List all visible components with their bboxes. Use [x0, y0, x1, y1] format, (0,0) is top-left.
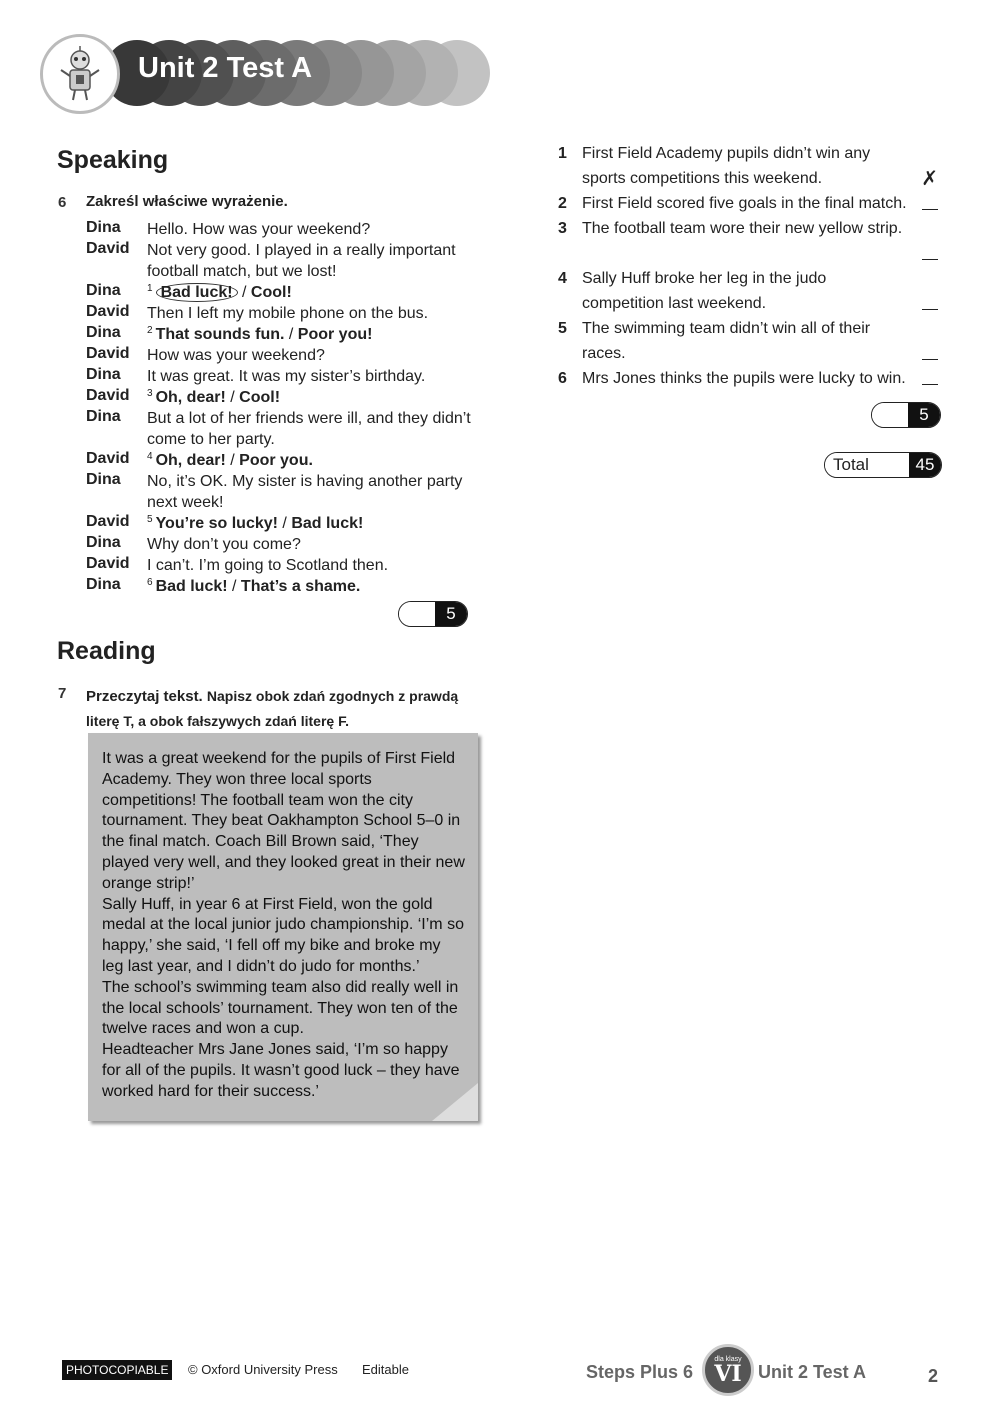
statement-text: The swimming team didn’t win all of their races. [582, 320, 871, 362]
dialogue-text: It was great. It was my sister’s birthday. [147, 368, 426, 385]
statement-number: 4 [558, 270, 567, 287]
question-number: 6 [58, 194, 67, 211]
footer-unit: Unit 2 Test A [758, 1362, 867, 1382]
option-b[interactable]: That’s a shame. [240, 578, 361, 595]
robot-logo-icon [40, 34, 120, 114]
option-b[interactable]: Poor you! [297, 326, 373, 343]
dialogue-text: Then I left my mobile phone on the bus. [147, 305, 429, 322]
speaker: David [86, 387, 130, 404]
reading-score-box[interactable] [871, 402, 941, 428]
speaker: David [86, 303, 130, 320]
dialogue-text: I can’t. I’m going to Scotland then. [147, 557, 389, 574]
dialogue-text: Why don’t you come? [147, 536, 301, 553]
page-number: 2 [928, 1366, 939, 1386]
speaker: Dina [86, 471, 121, 488]
score-input[interactable] [399, 602, 435, 626]
series-name: Steps Plus 6 [586, 1362, 694, 1382]
statement-number: 3 [558, 220, 567, 237]
speaker: David [86, 240, 130, 257]
score-max: 5 [908, 403, 940, 427]
statement-row [558, 366, 942, 391]
speaking-instruction: Zakreśl właściwe wyrażenie. [86, 193, 288, 210]
instruction-line-1: Napisz obok zdań zgodnych z prawdą [206, 688, 459, 704]
speaker: Dina [86, 219, 121, 236]
statement-row [558, 141, 942, 191]
dialogue-text: Not very good. I played in a really important football match, but we lost! [147, 242, 456, 280]
speaking-heading: Speaking [57, 146, 169, 174]
editable-label: Editable [362, 1362, 409, 1377]
speaker: Dina [86, 576, 121, 593]
statement-text: First Field Academy pupils didn’t win any sports competitions this weekend. [582, 145, 871, 187]
option-b[interactable]: Poor you. [239, 452, 313, 469]
speaker: David [86, 513, 130, 530]
answer-blank[interactable] [922, 359, 938, 360]
reading-instruction [86, 684, 496, 734]
speaker: David [86, 450, 130, 467]
statement-row [558, 316, 942, 366]
page-fold-icon [432, 1083, 478, 1121]
speaker: Dina [86, 408, 121, 425]
gap-number: 2 [147, 324, 153, 336]
statement-number: 1 [558, 145, 567, 162]
speaker: Dina [86, 366, 121, 383]
statement-text: Mrs Jones thinks the pupils were lucky to win. [582, 370, 906, 387]
total-score-box[interactable] [824, 452, 942, 478]
option-b[interactable]: Cool! [239, 389, 281, 406]
instruction-line-2: literę T, a obok fałszywych zdań literę F. [86, 713, 349, 729]
dialogue-text: But a lot of her friends were ill, and they didn’t come to her party. [147, 410, 471, 448]
speaking-score-box[interactable] [398, 601, 468, 627]
statement-text: First Field scored five goals in the final match. [582, 195, 907, 212]
gap-number: 5 [147, 513, 153, 525]
option-a[interactable]: You’re so lucky! [155, 515, 278, 532]
badge-small-text: dla klasy [714, 1355, 742, 1363]
header-band [40, 34, 520, 114]
reading-paragraph: The school’s swimming team also did really well in the local schools’ tournament. They won ten of the twelve races and won a cup. [102, 978, 459, 1038]
reading-paragraph: Sally Huff, in year 6 at First Field, won the gold medal at the local junior judo championship. ‘I’m so happy,’ she said, ‘I fell off my bike and broke my leg last year, and I didn’t do judo for months.’ [102, 895, 464, 975]
statement-number: 5 [558, 320, 567, 337]
option-b[interactable]: Bad luck! [291, 515, 364, 532]
dialogue-text: No, it’s OK. My sister is having another party next week! [147, 473, 463, 511]
answer-blank[interactable] [922, 309, 938, 310]
answer-blank[interactable] [922, 259, 938, 260]
total-label: Total [825, 453, 909, 477]
option-separator: / [225, 389, 240, 406]
statement-row [558, 216, 942, 266]
speaker: Dina [86, 324, 121, 341]
page-title: Unit 2 Test A [138, 52, 313, 84]
option-separator: / [225, 452, 240, 469]
total-max: 45 [909, 453, 941, 477]
statement-row [558, 191, 942, 216]
reading-paragraph: Headteacher Mrs Jane Jones said, ‘I’m so happy for all of the pupils. It wasn’t good luck – they have worked hard for their success.’ [102, 1041, 460, 1100]
answer-blank[interactable] [922, 384, 938, 385]
option-a[interactable]: Bad luck! [155, 578, 228, 595]
statement-text: The football team wore their new yellow strip. [582, 220, 903, 237]
dialogue-text: Hello. How was your weekend? [147, 221, 371, 238]
statement-number: 6 [558, 370, 567, 387]
photocopiable-label: PHOTOCOPIABLE [62, 1360, 172, 1380]
option-separator: / [237, 284, 251, 301]
gap-number: 6 [147, 576, 153, 588]
speaker: David [86, 555, 130, 572]
score-max: 5 [435, 602, 467, 626]
dialogue-text: How was your weekend? [147, 347, 325, 364]
answer-blank[interactable] [922, 209, 938, 210]
reading-heading: Reading [57, 637, 156, 665]
option-b[interactable]: Cool! [250, 284, 292, 301]
grade-badge-icon [702, 1344, 754, 1396]
option-a[interactable]: Oh, dear! [155, 452, 226, 469]
answer-mark[interactable]: ✗ [921, 168, 938, 190]
gap-number: 1 [147, 282, 153, 294]
option-a[interactable]: That sounds fun. [155, 326, 285, 343]
score-input[interactable] [872, 403, 908, 427]
badge-big-text: VI [714, 1360, 742, 1387]
footer [62, 1355, 942, 1398]
statement-row [558, 266, 942, 316]
instruction-bold: Przeczytaj tekst. [86, 688, 203, 705]
question-number: 7 [58, 685, 67, 702]
gap-number: 3 [147, 387, 153, 399]
reading-paragraph: It was a great weekend for the pupils of First Field Academy. They won three local sports competitions! The football team won the city tournament. They beat Oakhampton School 5–0 in the final match. Coach Bill Brown said, ‘They played very well, and they looked great in their new orange strip!’ [102, 750, 465, 892]
option-a[interactable]: Oh, dear! [155, 389, 226, 406]
option-separator: / [277, 515, 292, 532]
statement-text: Sally Huff broke her leg in the judo competition last weekend. [582, 270, 827, 312]
speaker: David [86, 345, 130, 362]
gap-number: 4 [147, 450, 153, 462]
speaker: Dina [86, 282, 121, 299]
option-separator: / [227, 578, 241, 595]
option-a-circled[interactable]: Bad luck! [156, 283, 238, 302]
statement-number: 2 [558, 195, 567, 212]
reading-text-box [88, 733, 478, 1121]
speaker: Dina [86, 534, 121, 551]
option-separator: / [284, 326, 298, 343]
copyright: © Oxford University Press [188, 1362, 338, 1377]
